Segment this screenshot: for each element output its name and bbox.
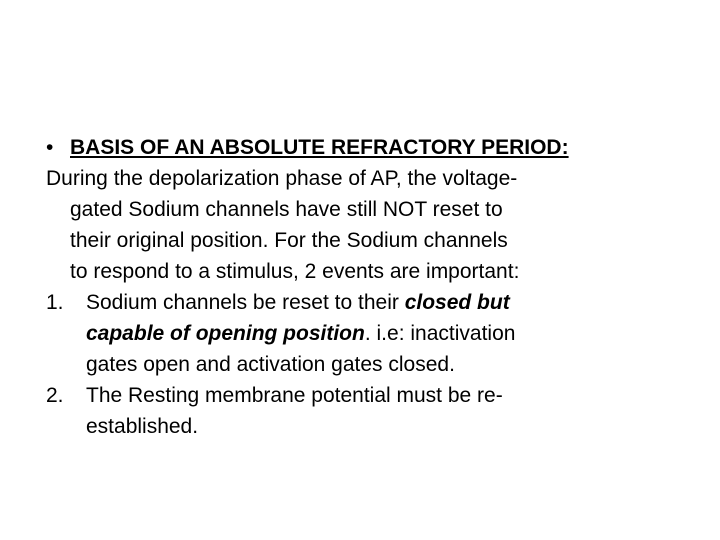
list-number: 1. <box>46 291 64 314</box>
list-item-text: . i.e: inactivation <box>364 322 516 345</box>
list-number: 2. <box>46 384 64 407</box>
slide-body <box>46 132 686 442</box>
list-item-text: Sodium channels be reset to their <box>86 291 405 314</box>
slide-heading: BASIS OF AN ABSOLUTE REFRACTORY PERIOD: <box>70 136 569 159</box>
list-item-text: The Resting membrane potential must be re- <box>86 384 503 407</box>
list-item-2-line-1 <box>46 380 686 411</box>
list-item-1-line-2 <box>46 318 686 349</box>
emphasis-text: capable of opening position <box>86 322 365 345</box>
heading-line <box>46 132 686 163</box>
list-item-1-line-1 <box>46 287 686 318</box>
list-item-1-line-3: gates open and activation gates closed. <box>86 353 455 376</box>
paragraph-line-1: During the depolarization phase of AP, the voltage- <box>46 167 518 190</box>
paragraph-line-3: their original position. For the Sodium channels <box>70 229 508 252</box>
emphasis-text: closed but <box>404 291 510 314</box>
paragraph-line-4: to respond to a stimulus, 2 events are important: <box>70 260 520 283</box>
paragraph-line-2: gated Sodium channels have still NOT reset to <box>70 198 503 221</box>
list-item-2-line-2: established. <box>86 415 199 438</box>
bullet-icon: • <box>46 136 54 159</box>
